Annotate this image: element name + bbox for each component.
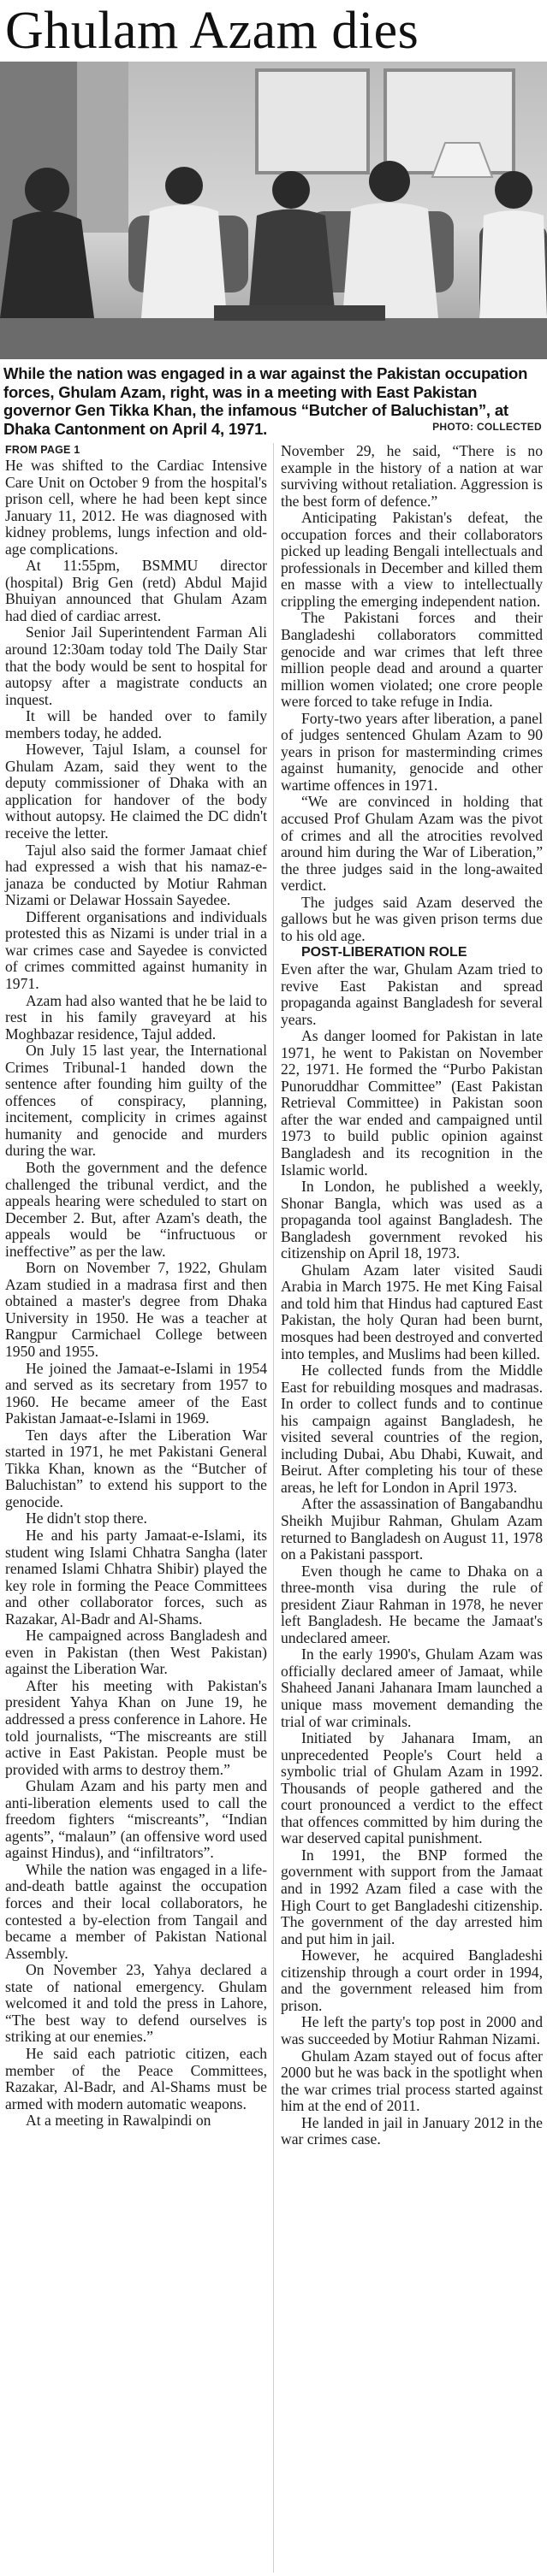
paragraph: On July 15 last year, the International Crimes Tribunal-1 handed down the sentence after founding him guilty of the offences of conspiracy, planning, incitement, complicity in crimes against humanity and genocide and murders during the war. — [5, 1042, 267, 1160]
paragraph: While the nation was engaged in a life-and-death battle against the occupation forces and their local collaborators, he contested a by-election from Tangail and became a member of Pakistan National Assembly. — [5, 1860, 267, 1962]
headline: Ghulam Azam dies — [5, 2, 419, 60]
photo-caption: While the nation was engaged in a war against the Pakistan occupation forces, Ghulam Azam, right, was in a meeting with East Pakistan governor Gen Tikka Khan, the infamous “Butcher of Baluchistan”, at Dhaka Cantonment on April 4, 1971. — [3, 364, 528, 438]
paragraph: Different organisations and individuals protested this as Nizami is under trial in a war crimes case and Sayedee is convicted of crimes committed against humanity in 1971. — [5, 907, 267, 992]
paragraph: Ghulam Azam and his party men and anti-liberation elements used to call the freedom fighters “miscreants”, “Indian agents”, “malaun” (an offensive word used against Hindus), and “infiltrators”. — [5, 1777, 267, 1862]
paragraph: At 11:55pm, BSMMU director (hospital) Brig Gen (retd) Abdul Majid Bhuiyan announced that Ghulam Azam had died of cardiac arrest. — [5, 557, 267, 624]
paragraph: As danger loomed for Pakistan in late 1971, he went to Pakistan on November 22, 1971. He formed the “Purbo Pakistan Punoruddhar Committee” (East Pakistan Retrieval Committee) in Pakistan soon after the war ended and campaigned until 1973 to build public opinion against Bangladesh and its recognition in the Islamic world. — [281, 1027, 543, 1179]
paragraph: Anticipating Pakistan's defeat, the occupation forces and their collaborators picked up leading Bengali intellectuals and professionals in December and killed them en masse with a view to intellectually crippling the emerging independent nation. — [281, 509, 543, 610]
paragraph: He was shifted to the Cardiac Intensive Care Unit on October 9 from the hospital's prison cell, where he had been kept since January 11, 2012. He was diagnosed with kidney problems, lungs infection and old-age complications. — [5, 457, 267, 558]
from-page-label: FROM PAGE 1 — [5, 444, 80, 456]
paragraph: Initiated by Jahanara Imam, an unprecedented People's Court held a symbolic trial of Ghulam Azam in 1992. Thousands of people gathered and the court pronounced a verdict to the effect that offences committed by him during the war deserved capital punishment. — [281, 1729, 543, 1847]
paragraph: In London, he published a weekly, Shonar Bangla, which was used as a propaganda tool against Bangladesh. The Bangladesh government revoked his citizenship on April 18, 1973. — [281, 1178, 543, 1262]
paragraph: Forty-two years after liberation, a panel of judges sentenced Ghulam Azam to 90 years in prison for masterminding crimes against humanity, genocide and other wartime offences in 1971. — [281, 709, 543, 794]
paragraph: After the assassination of Bangabandhu Sheikh Mujibur Rahman, Ghulam Azam returned to Bangladesh on August 11, 1978 on a Pakistani passport. — [281, 1495, 543, 1563]
paragraph: Ten days after the Liberation War started in 1971, he met Pakistani General Tikka Khan, known as the “Butcher of Baluchistan” to extend his support to the genocide. — [5, 1426, 267, 1510]
column-divider — [273, 443, 274, 2573]
paragraph: Senior Jail Superintendent Farman Ali around 12:30am today told The Daily Star that the body would be sent to hospital for autopsy after a magistrate conducts an inquest. — [5, 623, 267, 708]
paragraph: The Pakistani forces and their Bangladeshi collaborators committed genocide and war crimes that left three million people dead and around a quarter million women violated; one crore people were forced to take refuge in India. — [281, 609, 543, 711]
paragraph: He collected funds from the Middle East for rebuilding mosques and madrasas. In order to collect funds and to continue his campaign against Bangladesh, he visited several countries of the region, including Dubai, Abu Dhabi, Kuwait, and Beirut. After completing his tour of these areas, he left for London in April 1973. — [281, 1362, 543, 1496]
section-subhead: POST-LIBERATION ROLE — [301, 945, 467, 960]
paragraph: He left the party's top post in 2000 and was succeeded by Motiur Rahman Nizami. — [281, 2013, 543, 2047]
paragraph: However, Tajul Islam, a counsel for Ghulam Azam, said they went to the deputy commissioner of Dhaka with an application for handover of the body without autopsy. He claimed the DC didn't receive the letter. — [5, 741, 267, 842]
paragraph: Ghulam Azam later visited Saudi Arabia in March 1975. He met King Faisal and told him that Hindus had captured East Pakistan, the holy Quran had been burnt, mosques had been destroyed and converted into temples, and Muslims had been killed. — [281, 1261, 543, 1362]
paragraph: November 29, he said, “There is no example in the history of a nation at war surviving without retaliation. Aggression is the best form of defence.” — [281, 442, 543, 510]
paragraph: Even though he came to Dhaka on a three-month visa during the rule of president Ziaur Rahman in 1978, he never left Bangladesh. He became the Jamaat's undeclared ameer. — [281, 1562, 543, 1646]
article-column-right — [281, 443, 543, 2148]
paragraph: He campaigned across Bangladesh and even in Pakistan (then West Pakistan) against the Liberation War. — [5, 1627, 267, 1678]
paragraph: After his meeting with Pakistan's president Yahya Khan on June 19, he addressed a press conference in Lahore. He told journalists, “The miscreants are still active in East Pakistan. People must be provided with arms to destroy them.” — [5, 1676, 267, 1778]
paragraph: He said each patriotic citizen, each member of the Peace Committees, Razakar, Al-Badr, and Al-Shams must be armed with modern automatic weapons. — [5, 2044, 267, 2112]
photo-icon — [0, 62, 547, 359]
paragraph: He didn't stop there. — [26, 1510, 147, 1527]
news-photo — [0, 62, 547, 359]
paragraph: It will be handed over to family members today, he added. — [5, 707, 267, 741]
paragraph: Born on November 7, 1922, Ghulam Azam studied in a madrasa first and then obtained a master's degree from Dhaka University in 1950. He was a teacher at Rangpur Carmichael College between 1950 and 1955. — [5, 1259, 267, 1360]
paragraph: He and his party Jamaat-e-Islami, its student wing Islami Chhatra Sangha (later renamed Islami Chhatra Shibir) played the key role in forming the Peace Committees and other collaborator forces, such as Razakar, Al-Badr and Al-Shams. — [5, 1527, 267, 1628]
paragraph: He joined the Jamaat-e-Islami in 1954 and served as its secretary from 1957 to 1960. He became ameer of the East Pakistan Jamaat-e-Islami in 1969. — [5, 1359, 267, 1427]
photo-credit: PHOTO: COLLECTED — [432, 421, 542, 433]
paragraph: “We are convinced in holding that accused Prof Ghulam Azam was the pivot of crimes and all the atrocities revolved around him during the War of Liberation,” the three judges said in the long-awaited verdict. — [281, 793, 543, 895]
paragraph: Ghulam Azam stayed out of focus after 2000 but he was back in the spotlight when the war crimes trial process started against him at the end of 2011. — [281, 2047, 543, 2115]
paragraph: Tajul also said the former Jamaat chief had expressed a wish that his namaz-e-janaza be conducted by Motiur Rahman Nizami or Delawar Hossain Sayedee. — [5, 841, 267, 909]
article-column-left — [5, 443, 267, 2130]
paragraph: On November 23, Yahya declared a state of national emergency. Ghulam welcomed it and told the press in Lahore, “The best way to defend ourselves is striking at our enemies.” — [5, 1961, 267, 2046]
paragraph: However, he acquired Bangladeshi citizenship through a court order in 1994, and the government released him from prison. — [281, 1947, 543, 2014]
paragraph: In the early 1990's, Ghulam Azam was officially declared ameer of Jamaat, while Shaheed Janani Jahanara Imam launched a unique mass movement demanding the trial of war criminals. — [281, 1645, 543, 1730]
paragraph: In 1991, the BNP formed the government with support from the Jamaat and in 1992 Azam filed a case with the High Court to get Bangladeshi citizenship. The government of the day arrested him and put him in jail. — [281, 1846, 543, 1947]
paragraph: Azam had also wanted that he be laid to rest in his family graveyard at his Moghbazar residence, Tajul added. — [5, 991, 267, 1043]
paragraph: He landed in jail in January 2012 in the war crimes case. — [281, 2113, 543, 2148]
paragraph: At a meeting in Rawalpindi on — [26, 2112, 211, 2130]
paragraph: Both the government and the defence challenged the tribunal verdict, and the appeals hearing were scheduled to start on December 2. But, after Azam's death, the appeals would be “infructuous or ineffective” as per the law. — [5, 1158, 267, 1260]
paragraph: Even after the war, Ghulam Azam tried to revive East Pakistan and spread propaganda against Bangladesh for several years. — [281, 960, 543, 1028]
paragraph: The judges said Azam deserved the gallows but he was given prison terms due to his old age. — [281, 893, 543, 944]
